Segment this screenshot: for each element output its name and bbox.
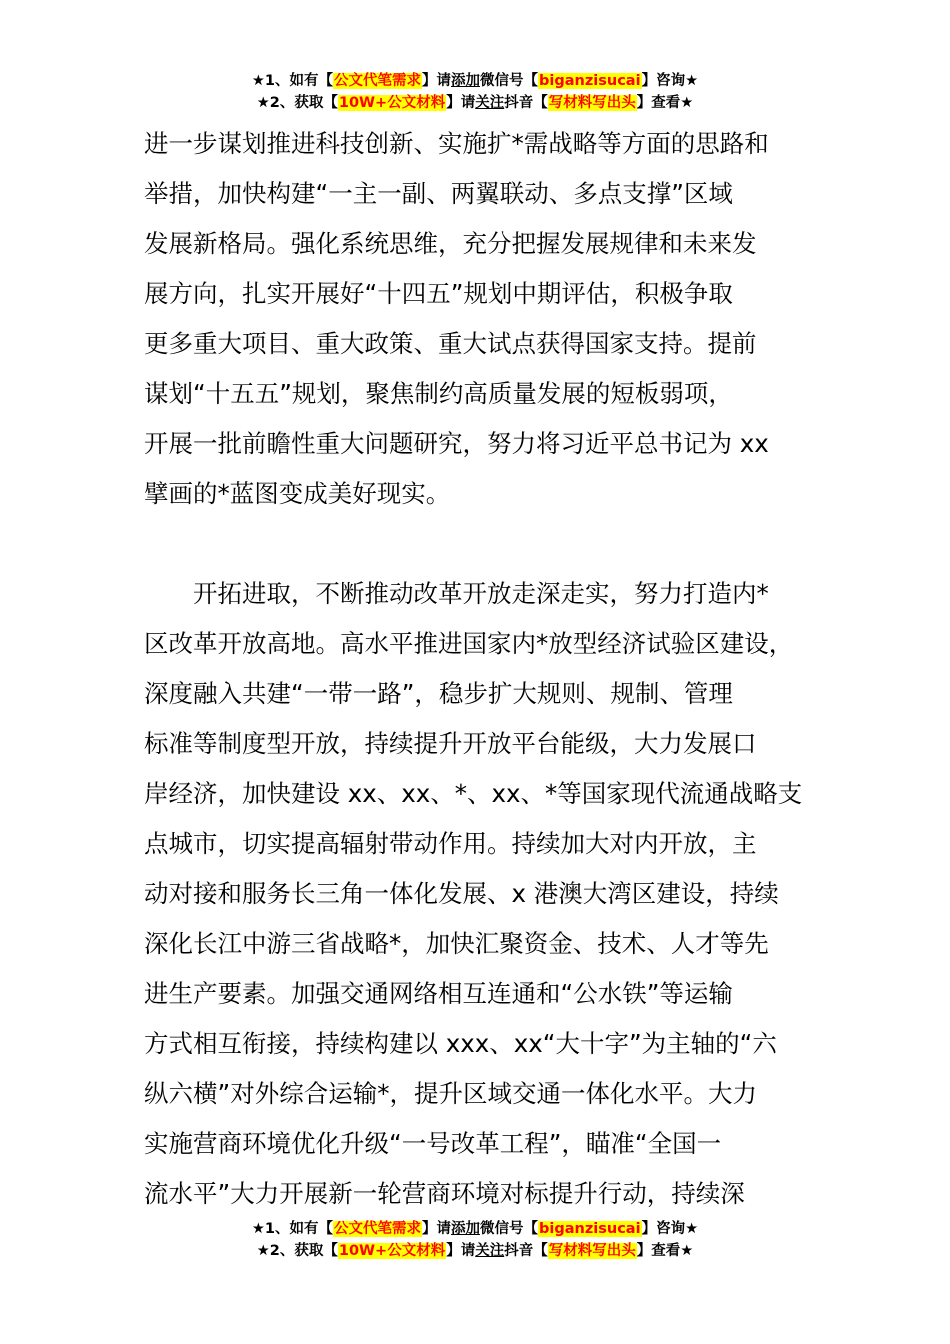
highlight-materials: 10W+公文材料: [338, 1243, 446, 1259]
banner-line-2: ★2、获取【10W+公文材料】请关注抖音【写材料写出头】查看★: [256, 1243, 694, 1259]
text-line: 开展一批前瞻性重大问题研究，努力将习近平总书记为 xx: [144, 429, 769, 458]
banner-line-1: ★1、如有【公文代笔需求】请添加微信号【biganzisucai】咨询★: [251, 1221, 699, 1237]
text-line: 方式相互衔接，持续构建以 xxx、xx“大十字”为主轴的“六: [144, 1029, 777, 1058]
highlight-service: 公文代笔需求: [334, 1221, 422, 1237]
paragraph-gap: [144, 519, 834, 569]
underlined-add: 添加: [451, 1221, 481, 1237]
text-line: 点城市，切实提高辐射带动作用。持续加大对内开放，主: [144, 829, 757, 858]
highlight-service: 公文代笔需求: [334, 73, 422, 89]
text-line: 进一步谋划推进科技创新、实施扩*需战略等方面的思路和: [144, 129, 769, 158]
text-line: 开拓进取，不断推动改革开放走深走实，努力打造内*: [144, 579, 769, 608]
underlined-add: 添加: [451, 73, 481, 89]
highlight-materials: 10W+公文材料: [338, 95, 446, 111]
banner-line-1: ★1、如有【公文代笔需求】请添加微信号【biganzisucai】咨询★: [251, 73, 699, 89]
bottom-banner: [0, 1218, 950, 1262]
text-line: 更多重大项目、重大政策、重大试点获得国家支持。提前: [144, 329, 757, 358]
text-line: 流水平”大力开展新一轮营商环境对标提升行动，持续深: [144, 1179, 745, 1208]
text-line: 谋划“十五五”规划，聚焦制约高质量发展的短板弱项，: [144, 379, 733, 408]
text-line: 岸经济，加快建设 xx、xx、*、xx、*等国家现代流通战略支: [144, 779, 803, 808]
underlined-follow: 关注: [475, 1243, 505, 1259]
text-line: 纵六横”对外综合运输*，提升区域交通一体化水平。大力: [144, 1079, 757, 1108]
banner-line-2: ★2、获取【10W+公文材料】请关注抖音【写材料写出头】查看★: [256, 95, 694, 111]
text-line: 擘画的*蓝图变成美好现实。: [144, 479, 451, 508]
text-line: 发展新格局。强化系统思维，充分把握发展规律和未来发: [144, 229, 757, 258]
text-line: 深化长江中游三省战略*，加快汇聚资金、技术、人才等先: [144, 929, 769, 958]
text-line: 动对接和服务长三角一体化发展、x 港澳大湾区建设，持续: [144, 879, 779, 908]
text-line: 展方向，扎实开展好“十四五”规划中期评估，积极争取: [144, 279, 733, 308]
highlight-wechat-id: biganzisucai: [539, 1221, 641, 1237]
text-line: 深度融入共建“一带一路”，稳步扩大规则、规制、管理: [144, 679, 733, 708]
highlight-douyin-account: 写材料写出头: [548, 1243, 636, 1259]
highlight-wechat-id: biganzisucai: [539, 73, 641, 89]
text-line: 区改革开放高地。高水平推进国家内*放型经济试验区建设，: [144, 629, 794, 658]
document-body: [144, 119, 834, 1219]
text-line: 实施营商环境优化升级“一号改革工程”，瞄准“全国一: [144, 1129, 722, 1158]
text-line: 进生产要素。加强交通网络相互连通和“公水铁”等运输: [144, 979, 733, 1008]
top-banner: [0, 70, 950, 114]
text-line: 标准等制度型开放，持续提升开放平台能级，大力发展口: [144, 729, 757, 758]
underlined-follow: 关注: [475, 95, 505, 111]
highlight-douyin-account: 写材料写出头: [548, 95, 636, 111]
text-line: 举措，加快构建“一主一副、两翼联动、多点支撑”区域: [144, 179, 733, 208]
